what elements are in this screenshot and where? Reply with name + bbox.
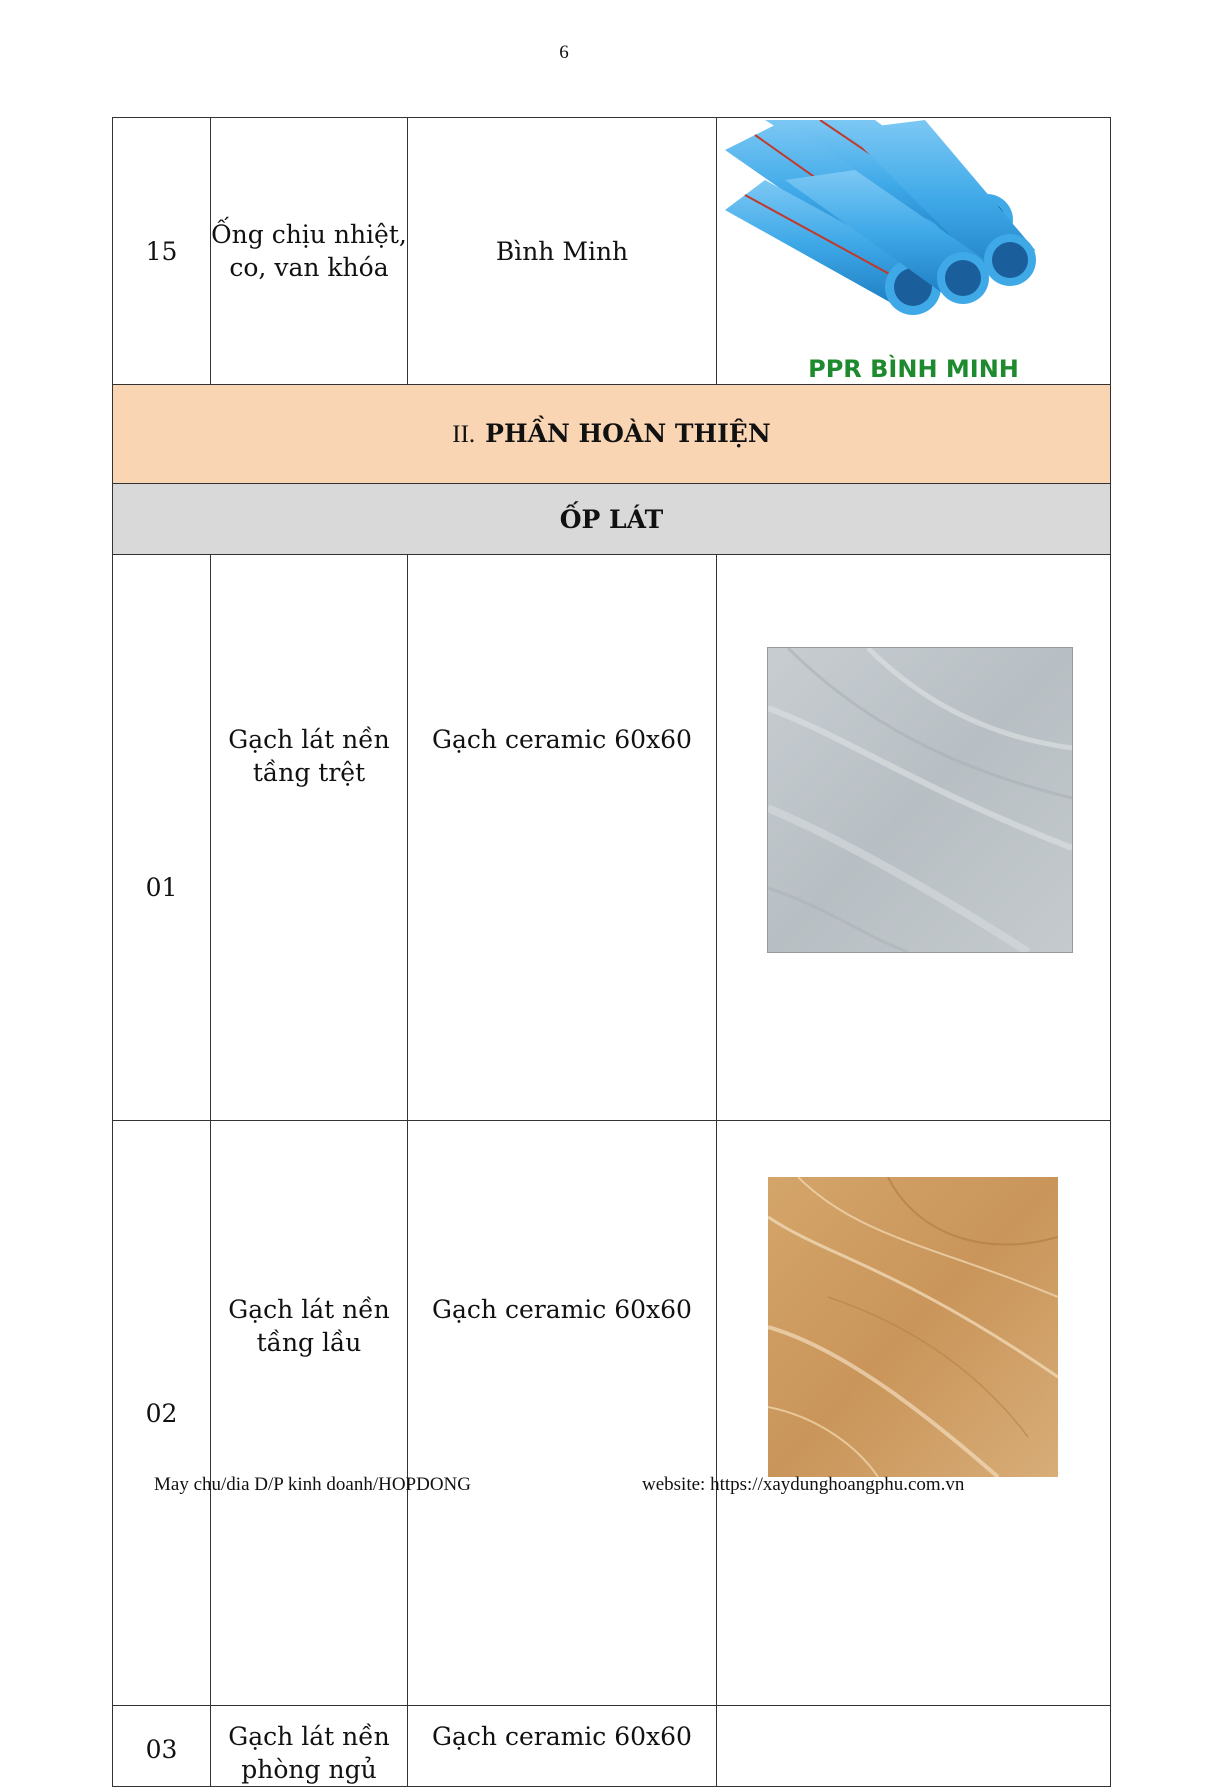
materials-table [112,117,1111,1787]
row-number: 15 [113,118,211,385]
item-spec: Gạch ceramic 60x60 [408,1121,717,1706]
row-number: 01 [113,555,211,1121]
ppr-pipes-image [725,120,1045,382]
table-row [113,555,1111,1121]
section-header [113,385,1111,484]
section-numeral: II. [452,421,476,448]
item-spec: Gạch ceramic 60x60 [408,1706,717,1787]
footer-website: website: https://xaydunghoangphu.com.vn [642,1474,965,1495]
subsection-header-row [113,484,1111,555]
page-number: 6 [559,42,569,63]
row-number: 02 [113,1121,211,1706]
item-name: Gạch lát nền phòng ngủ [211,1706,408,1787]
item-image-cell [717,1706,1111,1787]
section-title: PHẦN HOÀN THIỆN [485,419,771,448]
grey-marble-tile-image [767,647,1073,953]
item-image-cell [717,118,1111,385]
item-image-cell [717,1121,1111,1706]
item-name: Ống chịu nhiệt, co, van khóa [211,118,408,385]
table-row [113,1121,1111,1706]
section-header-row [113,385,1111,484]
item-name: Gạch lát nền tầng trệt [211,555,408,1121]
table-row [113,118,1111,385]
row-number: 03 [113,1706,211,1787]
subsection-title: ỐP LÁT [113,484,1111,555]
item-image-cell [717,555,1111,1121]
item-name: Gạch lát nền tầng lầu [211,1121,408,1706]
item-spec: Bình Minh [408,118,717,385]
item-spec: Gạch ceramic 60x60 [408,555,717,1121]
brand-label: PPR BÌNH MINH [808,355,1019,383]
footer-path: May chu/dia D/P kinh doanh/HOPDONG [154,1474,471,1495]
table-row [113,1706,1111,1787]
gold-marble-tile-image [768,1177,1058,1477]
